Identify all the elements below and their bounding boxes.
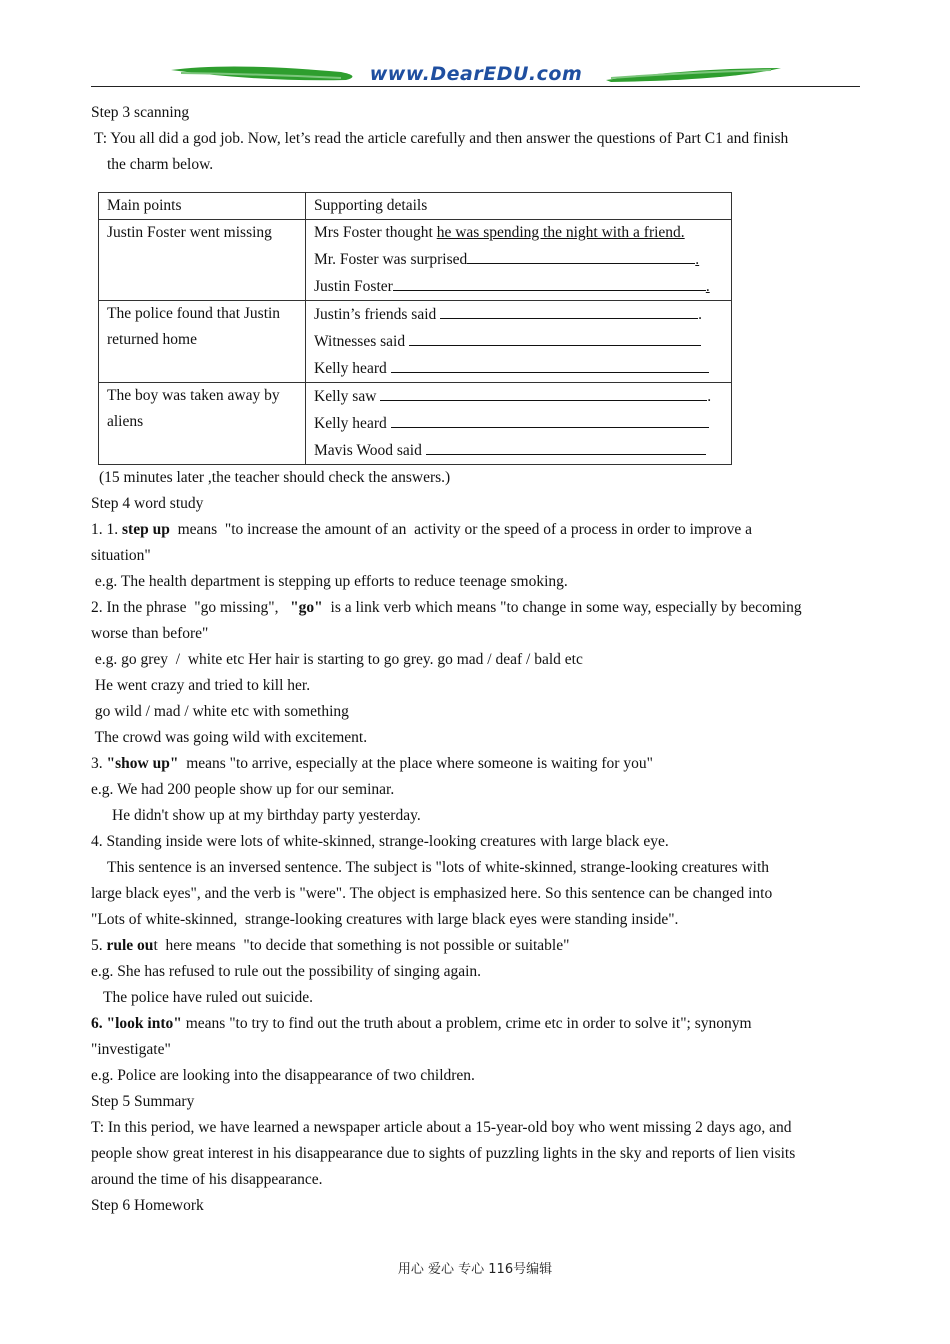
main-point-cell: The boy was taken away by aliens (99, 383, 306, 465)
word-item-2-cont: worse than before" (91, 625, 209, 642)
step4-title: Step 4 word study (91, 495, 204, 512)
step3-instruction: T: You all did a god job. Now, let’s read the article carefully and then answer the questions of Part C1 and finish (94, 130, 789, 147)
word-item-4-explanation: This sentence is an inversed sentence. The subject is "lots of white-skinned, strange-looking creatures with (107, 859, 770, 876)
word-item-2-example: e.g. go grey / white etc Her hair is starting to go grey. go mad / deaf / bald etc (91, 651, 583, 668)
details-cell (306, 301, 732, 383)
detail-line: Mrs Foster thought he was spending the night with a friend. (314, 224, 685, 241)
table-header-supporting-details: Supporting details (306, 193, 732, 220)
word-item-3: 3. "show up" means "to arrive, especially at the place where someone is waiting for you" (91, 755, 653, 772)
step5-summary: people show great interest in his disappearance due to sights of puzzling lights in the sky and reports of lien visits (91, 1145, 796, 1162)
word-item-5-example: The police have ruled out suicide. (103, 989, 314, 1006)
step5-summary: around the time of his disappearance. (91, 1171, 323, 1188)
detail-line: Kelly saw . (314, 383, 723, 410)
word-item-4-explanation: large black eyes", and the verb is "were". The object is emphasized here. So this sentence can be changed into (91, 885, 773, 902)
table-row (99, 383, 732, 465)
word-item-3-example: He didn't show up at my birthday party yesterday. (112, 807, 421, 824)
table-note: (15 minutes later ,the teacher should check the answers.) (99, 469, 451, 486)
word-item-4: 4. Standing inside were lots of white-skinned, strange-looking creatures with large black eye. (91, 833, 669, 850)
page-header (91, 60, 860, 90)
site-logo (171, 60, 781, 86)
main-point-cell: Justin Foster went missing (99, 220, 306, 301)
detail-line: Kelly heard (314, 355, 723, 382)
step5-title: Step 5 Summary (91, 1093, 195, 1110)
header-rule (91, 86, 860, 87)
word-item-4-explanation: "Lots of white-skinned, strange-looking creatures with large black eyes were standing inside". (91, 911, 679, 928)
detail-line: Mavis Wood said (314, 437, 723, 464)
word-item-6-cont: "investigate" (91, 1041, 171, 1058)
details-cell (306, 220, 732, 301)
word-item-2-example: The crowd was going wild with excitement. (91, 729, 368, 746)
detail-line: Justin’s friends said . (314, 301, 723, 328)
detail-line: Justin Foster . (314, 273, 723, 300)
table-header-main-points: Main points (99, 193, 306, 220)
word-item-6: 6. "look into" means "to try to find out the truth about a problem, crime etc in order to solve it"; synonym (91, 1015, 752, 1032)
scanning-table (98, 192, 732, 465)
details-cell (306, 383, 732, 465)
answer-blank[interactable] (391, 410, 709, 428)
logo-text: www.DearEDU.com (369, 63, 583, 85)
table-header-row (99, 193, 732, 220)
answer-blank[interactable] (409, 328, 701, 346)
answer-blank[interactable] (393, 273, 706, 291)
detail-line: Kelly heard (314, 410, 723, 437)
step3-title: Step 3 scanning (91, 104, 190, 121)
word-item-2-example: go wild / mad / white etc with something (91, 703, 349, 720)
answer-blank[interactable] (440, 301, 698, 319)
word-item-3-example: e.g. We had 200 people show up for our seminar. (91, 781, 395, 798)
answer-blank[interactable] (467, 246, 695, 264)
detail-line: Mr. Foster was surprised . (314, 246, 723, 273)
word-item-1-cont: situation" (91, 547, 151, 564)
page-footer: 用心 爱心 专心 116号编辑 (397, 1262, 553, 1277)
step5-summary: T: In this period, we have learned a newspaper article about a 15-year-old boy who went missing 2 days ago, and (91, 1119, 792, 1136)
document-body (91, 100, 860, 1219)
word-item-2: 2. In the phrase "go missing", "go" is a link verb which means "to change in some way, especially by becoming (91, 599, 802, 616)
answer-blank[interactable] (380, 383, 707, 401)
detail-line: Witnesses said (314, 328, 723, 355)
table-row (99, 220, 732, 301)
word-item-1-example: e.g. The health department is stepping up efforts to reduce teenage smoking. (91, 573, 568, 590)
word-item-6-example: e.g. Police are looking into the disappearance of two children. (91, 1067, 475, 1084)
answer-blank[interactable] (391, 355, 709, 373)
table-row (99, 301, 732, 383)
word-item-5-example: e.g. She has refused to rule out the possibility of singing again. (91, 963, 482, 980)
step3-instruction-cont: the charm below. (107, 156, 214, 173)
word-item-5: 5. rule out here means "to decide that something is not possible or suitable" (91, 937, 570, 954)
main-point-cell: The police found that Justin returned home (99, 301, 306, 383)
word-item-2-example: He went crazy and tried to kill her. (91, 677, 311, 694)
step6-title: Step 6 Homework (91, 1197, 204, 1214)
word-item-1: 1. 1. step up means "to increase the amount of an activity or the speed of a process in order to improve a (91, 521, 753, 538)
answer-blank[interactable] (426, 437, 706, 455)
